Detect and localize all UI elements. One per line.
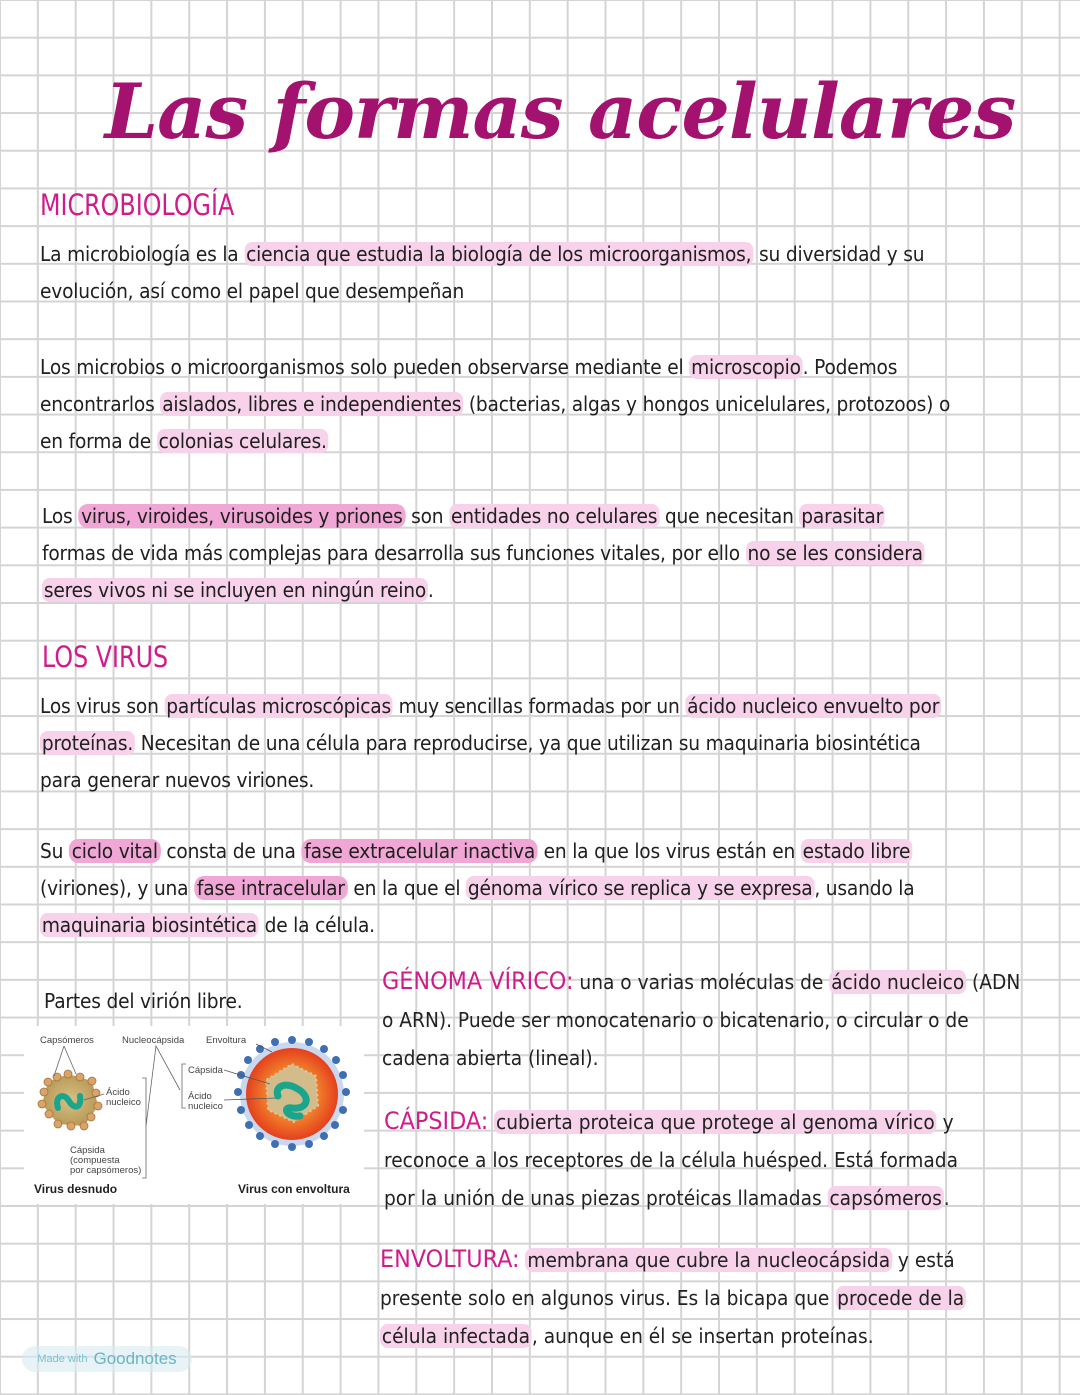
definition-term: ENVOLTURA: [380,1245,520,1273]
text-line: proteínas. Necesitan de una célula para reproducirse, ya que utilizan su maquinaria biosintética [41,731,921,755]
paragraph-ciclo-vital [40,833,980,944]
text-line: (viriones), y una fase intracelular en la que el génoma vírico se replica y se expresa, usando la [40,876,915,900]
text-line: célula infectada, aunque en él se insertan proteínas. [381,1324,874,1348]
text-line: por la unión de unas piezas protéicas llamadas capsómeros. [384,1186,950,1210]
highlighted-text: seres vivos ni se incluyen en ningún reino [43,578,427,602]
highlighted-text: no se les considera [747,541,923,565]
highlighted-text: parasitar [801,504,884,528]
highlighted-text: aislados, libres e independientes [162,392,462,416]
highlighted-text: procede de la [837,1286,965,1310]
highlighted-text: partículas microscópicas [166,694,392,718]
paragraph-microorganismos [40,349,1019,460]
section-heading-microbiologia: MICROBIOLOGÍA [40,188,235,222]
label-acido-nucleico-right: Ácido nucleico [188,1091,223,1112]
virion-diagram [24,1026,364,1204]
text-line: reconoce a los receptores de la célula huésped. Está formada [384,1148,958,1172]
label-envoltura: Envoltura [206,1035,247,1046]
text-line: cadena abierta (lineal). [382,1046,599,1070]
goodnotes-watermark: Made with Goodnotes [22,1346,192,1372]
text-line: encontrarlos aislados, libres e independientes (bacterias, algas y hongos unicelulares, protozoos) o [40,392,951,416]
definition-capsida: CÁPSIDA: cubierta proteica que protege al genoma vírico y reconoce a los receptores de la célula huésped. Está formada por la unión de unas piezas protéicas llamadas capsómeros. [384,1102,1001,1217]
definition-term: GÉNOMA VÍRICO: [382,967,574,995]
highlighted-text: membrana que cubre la nucleocápsida [527,1248,891,1272]
highlighted-text: ácido nucleico [831,970,965,994]
page-title: Las formas acelulares [104,67,1016,156]
text-line: Los virus, viroides, virusoides y priones son entidades no celulares que necesitan parasitar [42,504,884,528]
text-line: formas de vida más complejas para desarrolla sus funciones vitales, por ello no se les considera [42,541,923,565]
text-line: presente solo en algunos virus. Es la bicapa que procede de la [380,1286,965,1310]
text-line: Su ciclo vital consta de una fase extracelular inactiva en la que los virus están en estado libre [40,839,911,863]
diagram-caption: Partes del virión libre. [44,989,243,1013]
enveloped-virus-icon [224,1036,350,1151]
definition-envoltura: ENVOLTURA: membrana que cubre la nucleocápsida y está presente solo en algunos virus. Es la bicapa que procede de la célula infectada, aunque en él se insertan proteínas. [380,1240,1010,1355]
highlighted-text: proteínas. [41,731,134,755]
text-line: en forma de colonias celulares. [40,429,327,453]
text-line: o ARN). Puede ser monocatenario o bicatenario, o circular o de [382,1008,969,1032]
definition-genoma-virico: GÉNOMA VÍRICO: una o varias moléculas de ácido nucleico (ADN o ARN). Puede ser monocatenario o bicatenario, o circular o de cadena abierta (lineal). [382,962,1068,1077]
paragraph-virus-definition [40,688,1009,799]
highlighted-text: célula infectada [381,1324,531,1348]
highlighted-text: fase extracelular inactiva [301,839,537,863]
label-capsida-left: Cápsida (compuesta por capsómeros) [70,1145,142,1176]
highlighted-text: ácido nucleico envuelto por [687,694,940,718]
label-capsida-right: Cápsida [188,1065,223,1076]
text-line: maquinaria biosintética de la célula. [41,913,375,937]
label-virus-con-envoltura: Virus con envoltura [238,1182,350,1196]
highlighted-text: cubierta proteica que protege al genoma vírico [496,1110,935,1134]
section-heading-los-virus: LOS VIRUS [42,640,169,674]
label-acido-nucleico-left: Ácido nucleico [106,1087,141,1108]
highlighted-text: entidades no celulares [451,504,658,528]
highlighted-text: capsómeros [829,1186,942,1210]
text-line: seres vivos ni se incluyen en ningún reino. [43,578,434,602]
highlighted-text: fase intracelular [194,876,348,900]
highlighted-text: colonias celulares. [158,429,327,453]
highlighted-text: virus, viroides, virusoides y priones [78,504,405,528]
label-nucleocapsida: Nucleocápsida [122,1035,185,1046]
definition-term: CÁPSIDA: [384,1107,489,1135]
label-capsomeros: Capsómeros [40,1035,94,1046]
text-line: La microbiología es la ciencia que estudia la biología de los microorganismos, su diversidad y su [40,242,925,266]
highlighted-text: génoma vírico se replica y se expresa [467,876,813,900]
paragraph-entidades-no-celulares [42,498,991,609]
highlighted-text: estado libre [802,839,911,863]
highlighted-text: ciclo vital [69,839,161,863]
text-line: para generar nuevos viriones. [40,768,315,792]
highlighted-text: maquinaria biosintética [41,913,257,937]
text-line: evolución, así como el papel que desempeñan [40,279,465,303]
goodnotes-logo-text: Goodnotes [93,1349,177,1368]
paragraph-microbiologia-definition [40,236,991,310]
text-line: Los virus son partículas microscópicas muy sencillas formadas por un ácido nucleico envuelto por [40,694,940,718]
virion-illustration [24,1026,364,1204]
text-line: Los microbios o microorganismos solo pueden observarse mediante el microscopio. Podemos [40,355,898,379]
highlighted-text: ciencia que estudia la biología de los microorganismos, [246,242,752,266]
highlighted-text: microscopio [691,355,801,379]
label-virus-desnudo: Virus desnudo [34,1182,118,1196]
